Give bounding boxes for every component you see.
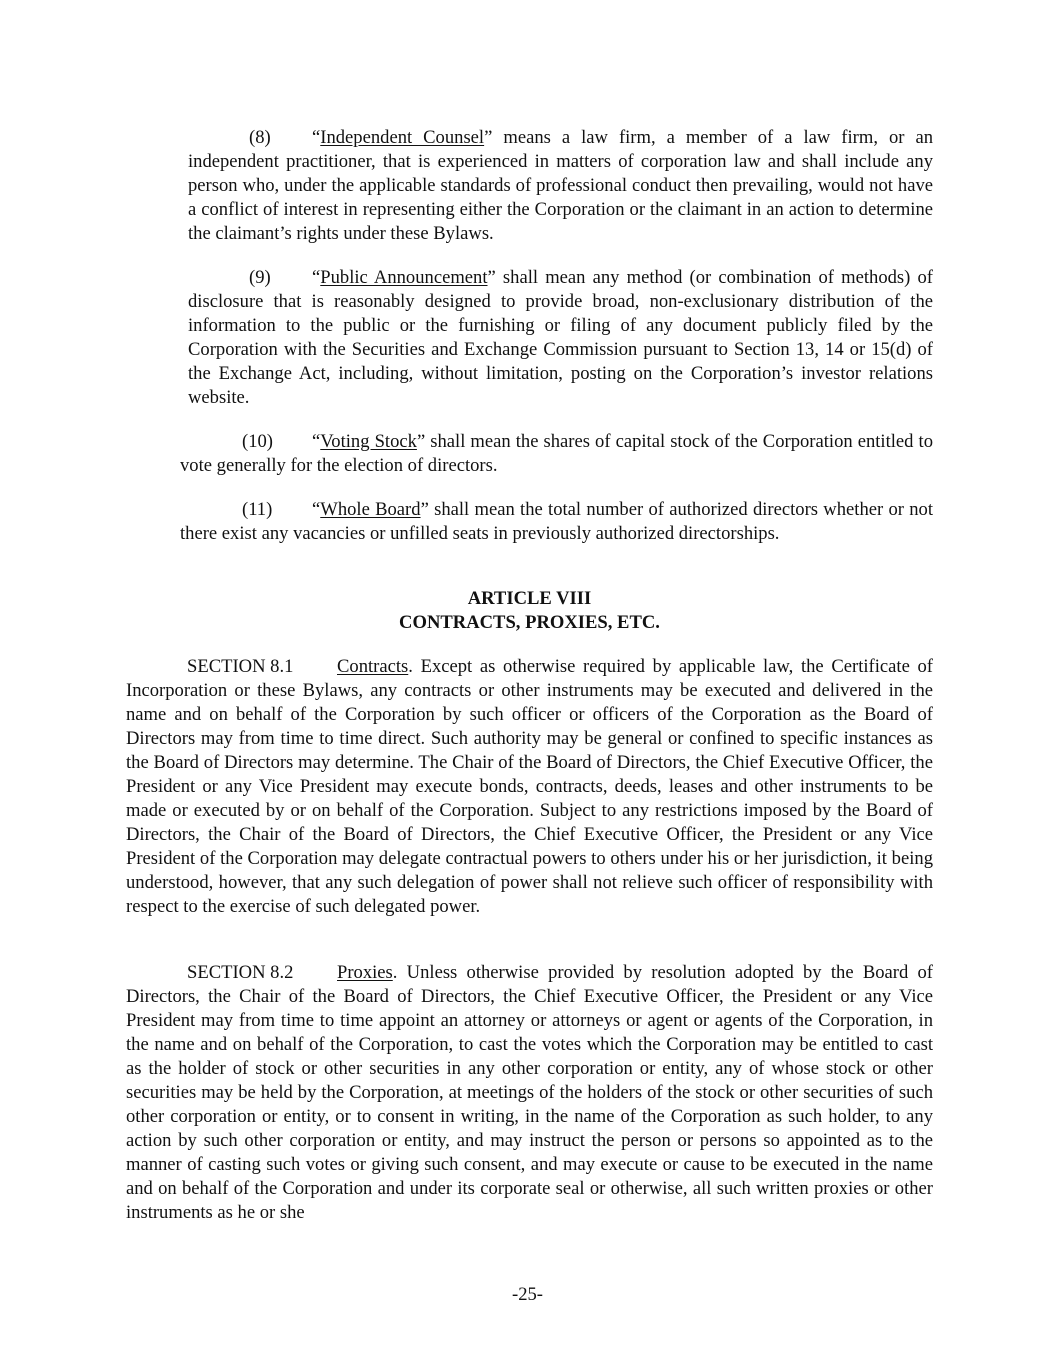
section-text: . Except as otherwise required by applicable law, the Certificate of Incorporation or these Bylaws, any contracts or other instruments may be executed and delivered in the name and on behalf of the Corporation by such officer or officers of the Corporation as the Board of Directors may from time to time direct. Such authority may be general or confined to specific instances as the Board of Directors may determine. The Chair of the Board of Directors, the Chief Executive Officer, the President or any Vice President may execute bonds, contracts, deeds, leases and other instruments to be made or executed by or on behalf of the Corporation. Subject to any restrictions imposed by the Board of Directors, the Chair of the Board of Directors, the Chief Executive Officer, the President or any Vice President of the Corporation may delegate contractual powers to others under his or her jurisdiction, it being understood, however, that any such delegation of power shall not relieve such officer of responsibility with respect to the exercise of such delegated power. — [126, 656, 933, 917]
section-8-2 — [126, 961, 933, 1225]
section-label: SECTION 8.2 — [187, 962, 294, 983]
defined-term: Public Announcement — [320, 267, 488, 288]
open-quote: “ — [312, 431, 321, 452]
definition-text: shall mean the shares of capital stock of the Corporation entitled to vote generally for the election of directors. — [180, 431, 933, 476]
close-quote: ” — [416, 431, 426, 452]
section-title: Proxies — [337, 962, 393, 983]
definition-10 — [180, 430, 933, 478]
section-8-1 — [126, 655, 933, 919]
open-quote: “ — [312, 127, 321, 148]
definition-number: (9) — [249, 267, 271, 288]
defined-term: Whole Board — [320, 499, 421, 520]
definition-text: shall mean any method (or combination of methods) of disclosure that is reasonably designed to provide broad, non-exclusionary distribution of the information to the public or the furnishing or filing of any document publicly filed by the Corporation with the Securities and Exchange Commission pursuant to Section 13, 14 or 15(d) of the Exchange Act, including, without limitation, posting on the Corporation’s investor relations website. — [188, 267, 933, 408]
definition-text: shall mean the total number of authorized directors whether or not there exist any vacancies or unfilled seats in previously authorized directorships. — [180, 499, 933, 544]
open-quote: “ — [312, 267, 321, 288]
article-subtitle: CONTRACTS, PROXIES, ETC. — [399, 612, 660, 633]
close-quote: ” — [484, 127, 493, 148]
open-quote: “ — [312, 499, 321, 520]
definition-9 — [188, 266, 933, 410]
definition-8 — [188, 126, 933, 246]
definition-number: (10) — [242, 431, 273, 452]
page-number: -25- — [512, 1284, 543, 1305]
article-title: ARTICLE VIII — [467, 588, 592, 609]
section-label: SECTION 8.1 — [187, 656, 294, 677]
close-quote: ” — [420, 499, 429, 520]
defined-term: Voting Stock — [320, 431, 417, 452]
definition-number: (8) — [249, 127, 271, 148]
section-text: . Unless otherwise provided by resolution adopted by the Board of Directors, the Chair of the Board of Directors, the Chief Executive Officer, the President or any Vice President may from time to time appoint an attorney or attorneys or agent or agents of the Corporation, in the name and on behalf of the Corporation, to cast the votes which the Corporation may be entitled to cast as the holder of stock or other securities in any other corporation or entity, any of whose stock or other securities may be held by the Corporation, at meetings of the holders of the stock or other securities of such other corporation or entity, or to consent in writing, in the name of the Corporation as such holder, to any action by such other corporation or entity, and may instruct the person or persons so appointed as to the manner of casting such votes or giving such consent, and may execute or cause to be executed in the name and on behalf of the Corporation and under its corporate seal or otherwise, all such written proxies or other instruments as he or she — [126, 962, 933, 1223]
definition-11 — [180, 498, 933, 546]
defined-term: Independent Counsel — [320, 127, 485, 148]
close-quote: ” — [487, 267, 496, 288]
section-title: Contracts — [337, 656, 409, 677]
definition-number: (11) — [242, 499, 273, 520]
definition-text: means a law firm, a member of a law firm, or an independent practitioner, that is experienced in matters of corporation law and shall include any person who, under the applicable standards of professional conduct then prevailing, would not have a conflict of interest in representing either the Corporation or the claimant in an action to determine the claimant’s rights under these Bylaws. — [188, 127, 933, 244]
